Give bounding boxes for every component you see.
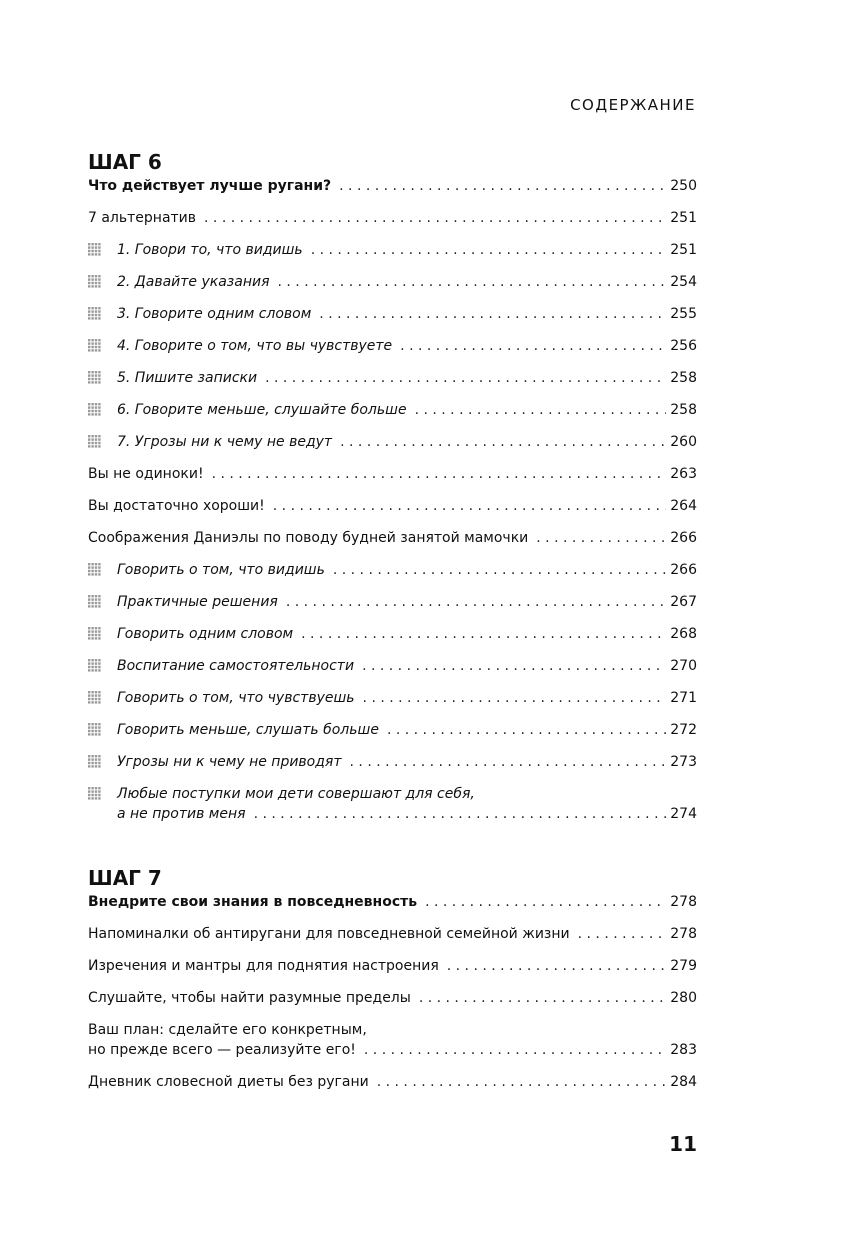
toc-entry-title: Изречения и мантры для поднятия настроения <box>88 958 439 974</box>
toc-entry-title: Ваш план: сделайте его конкретным, <box>88 1022 367 1038</box>
toc-entry[interactable] <box>88 784 697 824</box>
grid-bullet-icon <box>88 659 101 672</box>
dot-leader <box>319 304 666 324</box>
toc-entry-title: Слушайте, чтобы найти разумные пределы <box>88 990 411 1006</box>
toc-entry-page: 283 <box>670 1042 697 1058</box>
toc-entry-title: Вы достаточно хороши! <box>88 498 265 514</box>
toc-entry[interactable] <box>88 272 697 292</box>
toc-entry-page: 258 <box>670 370 697 386</box>
toc-entry-title: Говорить о том, что чувствуешь <box>117 690 355 706</box>
toc-entry-page: 273 <box>670 754 697 770</box>
toc-entry[interactable] <box>88 688 697 708</box>
toc-entry-page: 251 <box>670 210 697 226</box>
toc-entry-page: 263 <box>670 466 697 482</box>
toc-entry-title: Напоминалки об антиругани для повседневной семейной жизни <box>88 926 570 942</box>
toc-entry-title: Воспитание самостоятельности <box>117 658 355 674</box>
toc-entry[interactable] <box>88 304 697 324</box>
dot-leader <box>425 892 666 912</box>
dot-leader <box>265 368 666 388</box>
toc-entry[interactable] <box>88 176 697 196</box>
dot-leader <box>415 400 667 420</box>
toc-entry-page: 267 <box>670 594 697 610</box>
dot-leader <box>400 336 666 356</box>
dot-leader <box>350 752 667 772</box>
grid-bullet-icon <box>88 435 101 448</box>
dot-leader <box>286 592 666 612</box>
grid-bullet-icon <box>88 723 101 736</box>
toc-entry-title: Практичные решения <box>117 594 278 610</box>
grid-bullet-icon <box>88 403 101 416</box>
toc-entry-title: а не против меня <box>117 806 246 822</box>
step-title: ШАГ 7 <box>88 866 162 890</box>
toc-entry-page: 250 <box>670 178 697 194</box>
dot-leader <box>363 688 667 708</box>
dot-leader <box>364 1040 666 1060</box>
toc-entry[interactable] <box>88 656 697 676</box>
toc-entry[interactable] <box>88 496 697 516</box>
toc-entry[interactable] <box>88 592 697 612</box>
step-title: ШАГ 6 <box>88 150 162 174</box>
grid-bullet-icon <box>88 339 101 352</box>
toc-entry-title: 5. Пишите записки <box>117 370 258 386</box>
dot-leader <box>377 1072 667 1092</box>
toc-entry-title: 2. Давайте указания <box>117 274 270 290</box>
toc-entry-title: Угрозы ни к чему не приводят <box>117 754 342 770</box>
running-head: СОДЕРЖАНИЕ <box>570 96 696 114</box>
dot-leader <box>419 988 666 1008</box>
toc-entry-page: 256 <box>670 338 697 354</box>
toc-entry-title: Что действует лучше ругани? <box>88 178 332 194</box>
toc-entry-title: 7 альтернатив <box>88 210 197 226</box>
toc-entry-title: 7. Угрозы ни к чему не ведут <box>117 434 333 450</box>
dot-leader <box>578 924 667 944</box>
toc-entry-page: 270 <box>670 658 697 674</box>
grid-bullet-icon <box>88 243 101 256</box>
dot-leader <box>536 528 666 548</box>
toc-entry-title: 4. Говорите о том, что вы чувствуете <box>117 338 393 354</box>
toc-entry[interactable] <box>88 892 697 912</box>
toc-entry-page: 278 <box>670 894 697 910</box>
toc-entry-page: 274 <box>670 806 697 822</box>
toc-entry[interactable] <box>88 1072 697 1092</box>
toc-entry[interactable] <box>88 752 697 772</box>
toc-entry-title: Говорить меньше, слушать больше <box>117 722 379 738</box>
dot-leader <box>387 720 666 740</box>
toc-entry-page: 271 <box>670 690 697 706</box>
grid-bullet-icon <box>88 595 101 608</box>
grid-bullet-icon <box>88 307 101 320</box>
toc-entry[interactable] <box>88 368 697 388</box>
toc-step-6 <box>88 150 697 836</box>
toc-entry[interactable] <box>88 1020 697 1060</box>
dot-leader <box>254 804 667 824</box>
toc-entry[interactable] <box>88 720 697 740</box>
toc-entry[interactable] <box>88 956 697 976</box>
toc-entry[interactable] <box>88 336 697 356</box>
toc-step-7 <box>88 866 697 1104</box>
grid-bullet-icon <box>88 755 101 768</box>
toc-entry[interactable] <box>88 400 697 420</box>
toc-entry[interactable] <box>88 624 697 644</box>
toc-entry[interactable] <box>88 924 697 944</box>
toc-entry-page: 266 <box>670 530 697 546</box>
toc-entry-title: Говорить о том, что видишь <box>117 562 325 578</box>
dot-leader <box>212 464 667 484</box>
toc-entry-title: Любые поступки мои дети совершают для себя, <box>117 786 475 802</box>
toc-entry-page: 260 <box>670 434 697 450</box>
grid-bullet-icon <box>88 563 101 576</box>
toc-entry-title: 1. Говори то, что видишь <box>117 242 303 258</box>
grid-bullet-icon <box>88 691 101 704</box>
dot-leader <box>362 656 666 676</box>
toc-entry-title: 6. Говорите меньше, слушайте больше <box>117 402 407 418</box>
toc-entry-title: Дневник словесной диеты без ругани <box>88 1074 369 1090</box>
toc-entry-page: 258 <box>670 402 697 418</box>
toc-entry[interactable] <box>88 560 697 580</box>
toc-entry-page: 272 <box>670 722 697 738</box>
toc-entry[interactable] <box>88 240 697 260</box>
toc-entry-page: 266 <box>670 562 697 578</box>
toc-entry-page: 284 <box>670 1074 697 1090</box>
toc-entry-page: 251 <box>670 242 697 258</box>
dot-leader <box>301 624 666 644</box>
page-number: 11 <box>669 1132 697 1156</box>
toc-entry[interactable] <box>88 464 697 484</box>
toc-entry[interactable] <box>88 432 697 452</box>
grid-bullet-icon <box>88 787 101 800</box>
dot-leader <box>333 560 666 580</box>
dot-leader <box>447 956 667 976</box>
toc-entry-title: Говорить одним словом <box>117 626 294 642</box>
toc-entry-page: 268 <box>670 626 697 642</box>
toc-entry-title: но прежде всего — реализуйте его! <box>88 1042 356 1058</box>
toc-entry[interactable] <box>88 208 697 228</box>
toc-entry-page: 264 <box>670 498 697 514</box>
dot-leader <box>340 432 666 452</box>
toc-entry-title: 3. Говорите одним словом <box>117 306 312 322</box>
toc-entry-page: 254 <box>670 274 697 290</box>
toc-entry-title: Соображения Даниэлы по поводу будней занятой мамочки <box>88 530 529 546</box>
dot-leader <box>204 208 666 228</box>
dot-leader <box>273 496 666 516</box>
toc-entry-page: 278 <box>670 926 697 942</box>
dot-leader <box>311 240 667 260</box>
toc-entry-title: Внедрите свои знания в повседневность <box>88 894 418 910</box>
toc-entry[interactable] <box>88 988 697 1008</box>
toc-entry-page: 279 <box>670 958 697 974</box>
toc-entry-page: 255 <box>670 306 697 322</box>
toc-entry-page: 280 <box>670 990 697 1006</box>
grid-bullet-icon <box>88 371 101 384</box>
toc-entry-title: Вы не одиноки! <box>88 466 204 482</box>
toc-entry[interactable] <box>88 528 697 548</box>
grid-bullet-icon <box>88 627 101 640</box>
dot-leader <box>278 272 667 292</box>
dot-leader <box>339 176 666 196</box>
grid-bullet-icon <box>88 275 101 288</box>
